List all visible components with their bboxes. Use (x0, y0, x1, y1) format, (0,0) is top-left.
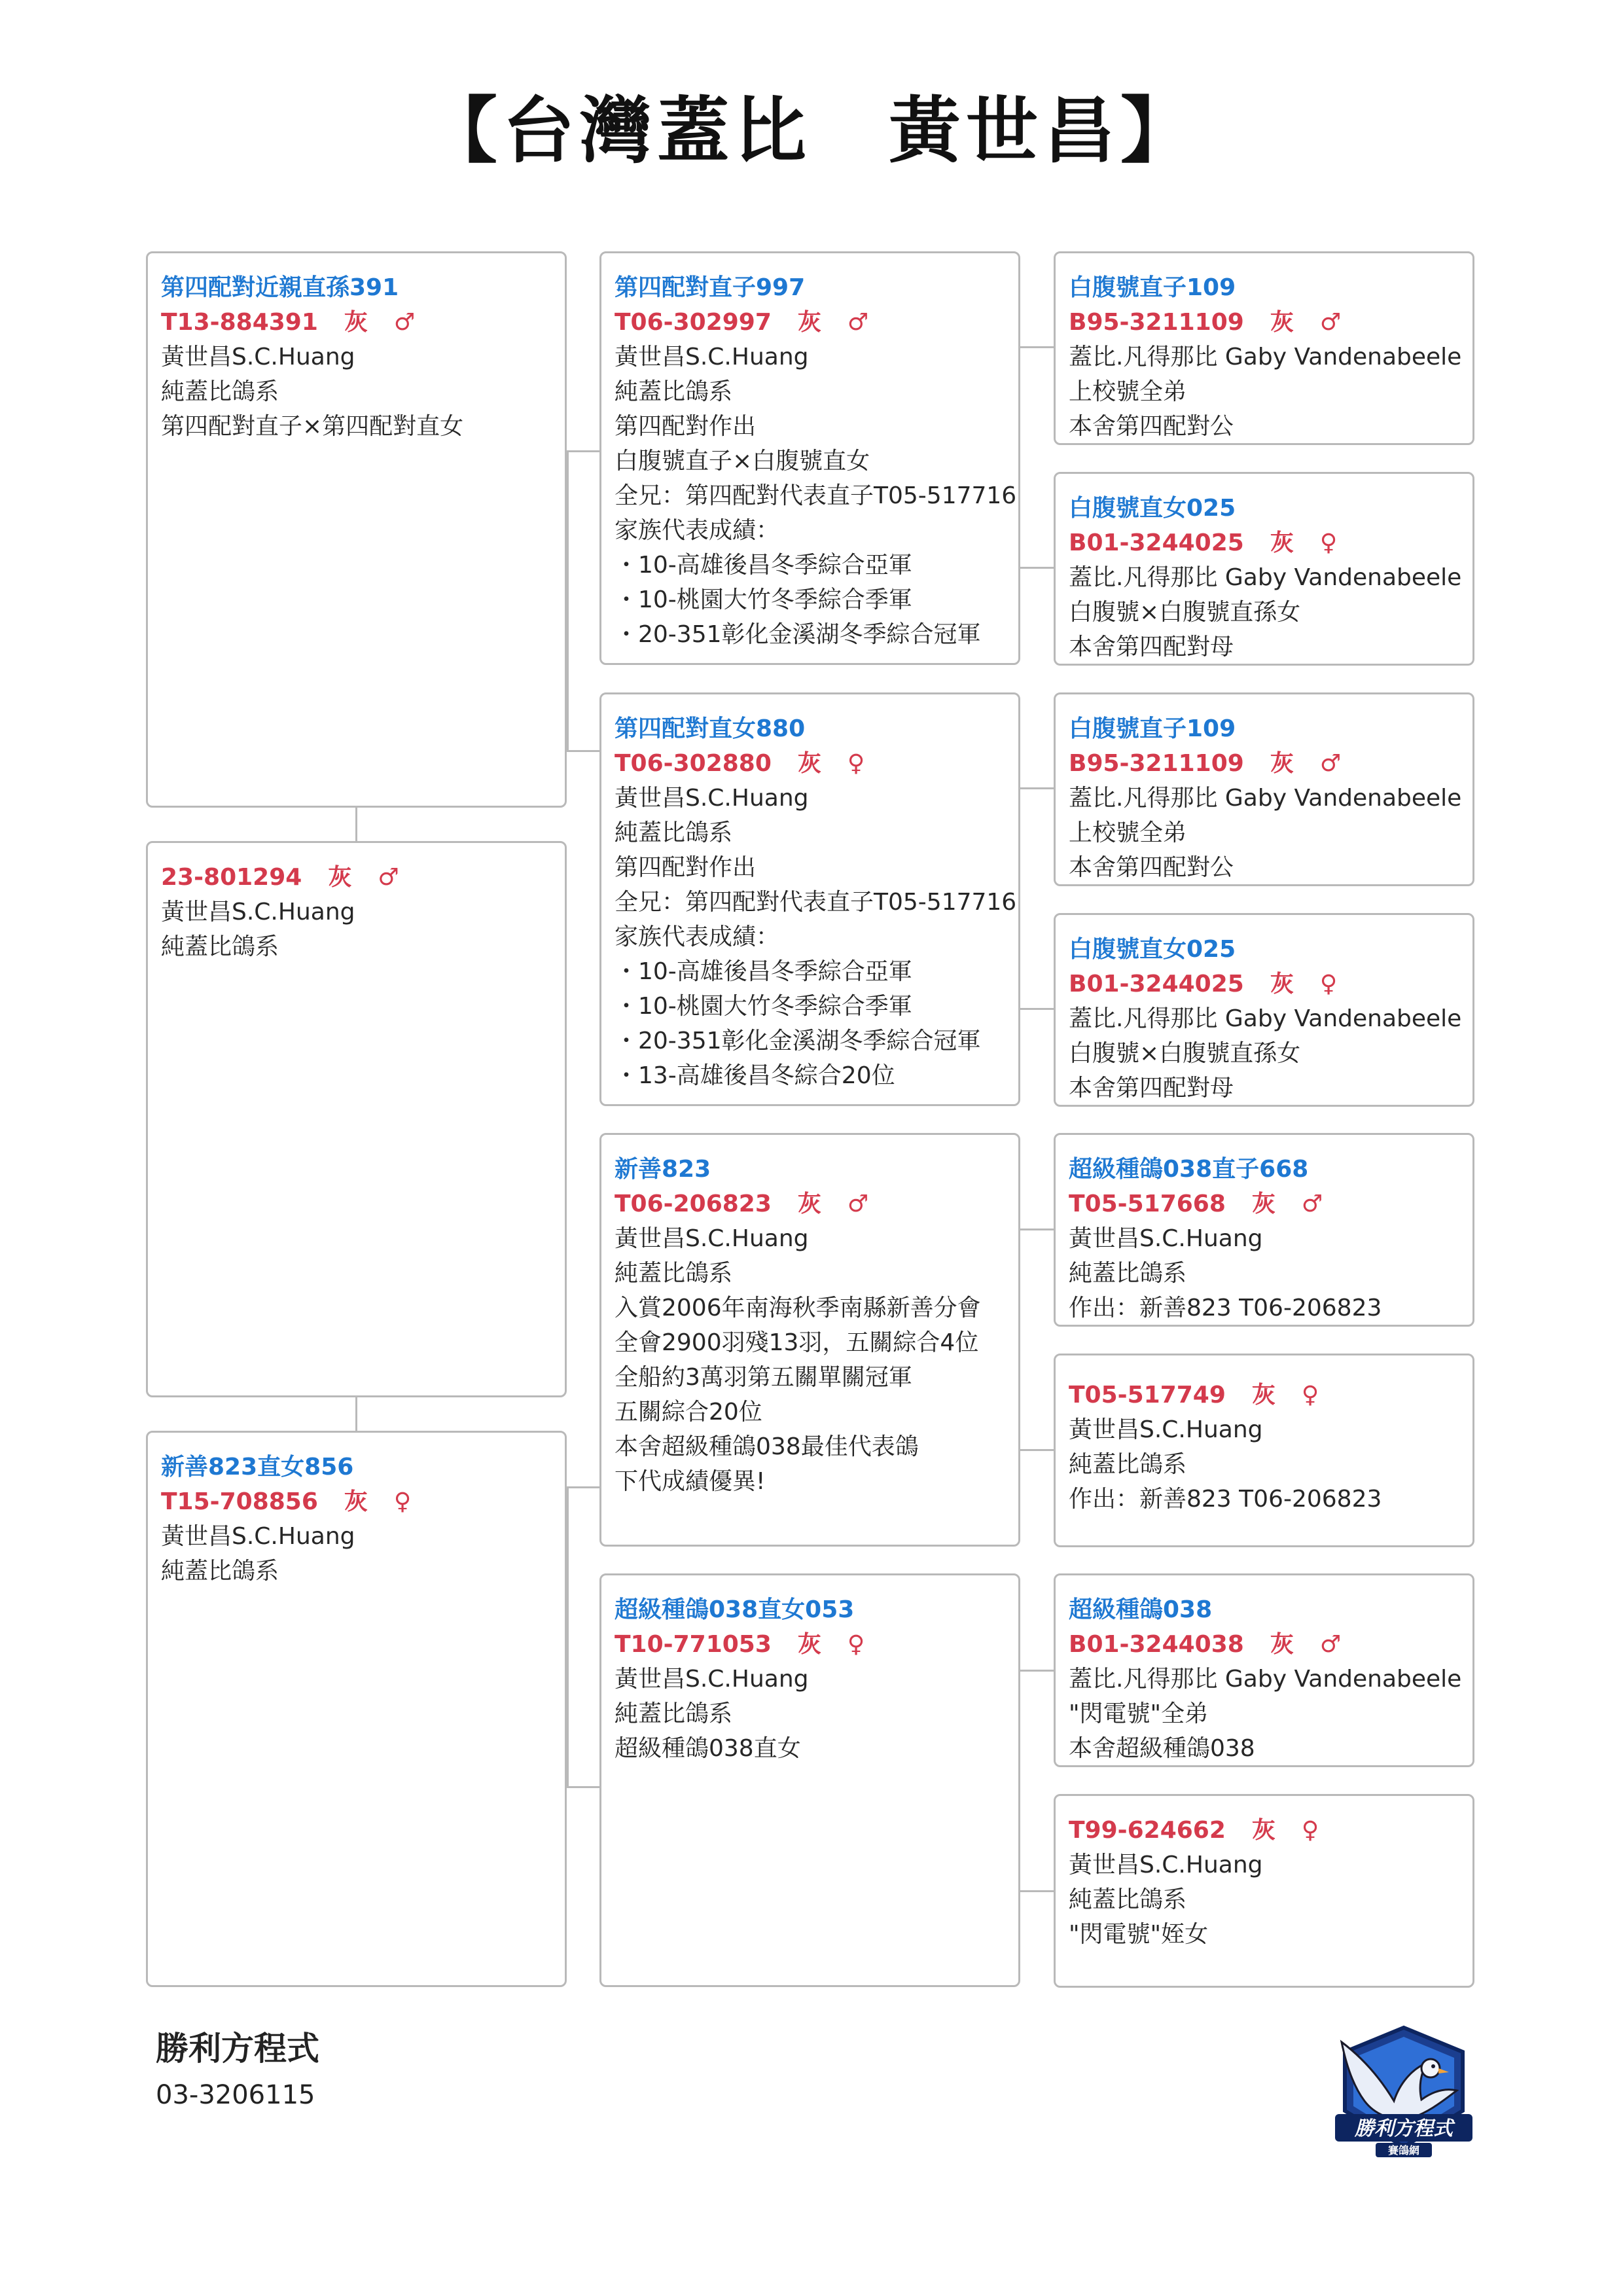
pigeon-card-gen3 (1054, 1354, 1474, 1547)
connector (1020, 1890, 1056, 1892)
info-line: 本舍第四配對公 (1069, 413, 1234, 440)
connector (1020, 787, 1056, 789)
logo-subtext: 賽鴿網 (1387, 2144, 1420, 2157)
feather-color: 灰 (1270, 1631, 1294, 1658)
info-line: 第四配對作出 (615, 413, 757, 440)
pigeon-card-gen2 (599, 692, 1020, 1106)
info-line: 蓋比.凡得那比 Gaby Vandenabeele (1069, 1005, 1462, 1032)
pigeon-name: 第四配對直女880 (615, 715, 806, 742)
ring-number: T15-708856 (161, 1488, 318, 1515)
connector (355, 1397, 357, 1431)
pigeon-name: 新善823 (615, 1156, 711, 1183)
ring-number: T99-624662 (1069, 1817, 1226, 1844)
info-line: 黃世昌S.C.Huang (615, 1225, 809, 1252)
female-icon: ♀ (1319, 529, 1338, 556)
ring-line (161, 860, 552, 895)
ring-line (1069, 305, 1459, 340)
info-line: "閃電號"全弟 (1069, 1700, 1209, 1727)
male-icon: ♂ (1301, 1191, 1323, 1217)
ring-line (615, 305, 1005, 340)
feather-color: 灰 (797, 1191, 821, 1217)
info-line: 白腹號×白腹號直孫女 (1069, 1040, 1301, 1067)
ring-number: B95-3211109 (1069, 309, 1244, 336)
feather-color: 灰 (1251, 1382, 1275, 1408)
ring-line (615, 1187, 1005, 1221)
feather-color: 灰 (344, 1488, 368, 1515)
pigeon-card-gen2 (599, 251, 1020, 665)
ring-number: T05-517668 (1069, 1191, 1226, 1217)
connector (1020, 346, 1056, 348)
info-line: 蓋比.凡得那比 Gaby Vandenabeele (1069, 1666, 1462, 1693)
info-line: 作出：新善823 T06-206823 (1069, 1486, 1382, 1513)
pigeon-name: 白腹號直子109 (1069, 715, 1236, 742)
info-line: 純蓋比鴿系 (161, 378, 279, 405)
connector (1020, 1449, 1056, 1451)
ring-number: 23-801294 (161, 864, 302, 891)
pigeon-card-dam (146, 1431, 567, 1987)
info-line: 本舍第四配對母 (1069, 1075, 1234, 1102)
ring-line (615, 1627, 1005, 1662)
info-line: ・10-高雄後昌冬季綜合亞軍 (615, 552, 912, 579)
pigeon-card-gen3 (1054, 472, 1474, 666)
feather-color: 灰 (797, 750, 821, 777)
male-icon: ♂ (1319, 1631, 1342, 1658)
info-line: 超級種鴿038直女 (615, 1735, 801, 1762)
info-line: 全兄：第四配對代表直子T05-517716 (615, 482, 1017, 509)
info-line: 黃世昌S.C.Huang (1069, 1852, 1263, 1878)
female-icon: ♀ (1319, 971, 1338, 997)
connector (567, 1486, 569, 1787)
connector (567, 1486, 602, 1488)
info-line: 純蓋比鴿系 (615, 1700, 733, 1727)
info-line: 黃世昌S.C.Huang (615, 785, 809, 812)
info-line: 家族代表成績： (615, 924, 780, 950)
ring-number: B95-3211109 (1069, 750, 1244, 777)
info-line: 純蓋比鴿系 (1069, 1260, 1187, 1287)
ring-line (1069, 1187, 1459, 1221)
female-icon: ♀ (393, 1488, 412, 1515)
pigeon-name: 白腹號直女025 (1069, 495, 1236, 522)
feather-color: 灰 (1270, 971, 1294, 997)
ring-line (1069, 1378, 1459, 1412)
phone-number: 03-3206115 (156, 2080, 315, 2110)
info-line: 上校號全弟 (1069, 819, 1187, 846)
female-icon: ♀ (1301, 1817, 1319, 1844)
pigeon-name: 超級種鴿038直子668 (1069, 1156, 1309, 1183)
ring-line (615, 746, 1005, 781)
info-line: 家族代表成績： (615, 517, 780, 544)
female-icon: ♀ (847, 750, 865, 777)
info-line: 本舍超級種鴿038 (1069, 1735, 1255, 1762)
pigeon-card-sire (146, 841, 567, 1397)
ring-line (161, 1484, 552, 1519)
pigeon-name: 第四配對直子997 (615, 274, 806, 301)
pigeon-card-gen2 (599, 1133, 1020, 1547)
info-line: 下代成績優異! (615, 1468, 766, 1495)
female-icon: ♀ (847, 1631, 865, 1658)
pigeon-card-gen1 (146, 251, 567, 808)
info-line: 蓋比.凡得那比 Gaby Vandenabeele (1069, 785, 1462, 812)
info-line: 第四配對直子×第四配對直女 (161, 413, 464, 440)
ring-line (1069, 526, 1459, 560)
info-line: "閃電號"姪女 (1069, 1921, 1209, 1948)
ring-number: T06-302880 (615, 750, 772, 777)
connector (1020, 1008, 1056, 1010)
info-line: 第四配對作出 (615, 854, 757, 881)
info-line: 純蓋比鴿系 (615, 819, 733, 846)
male-icon: ♂ (1319, 750, 1342, 777)
pigeon-name: 新善823直女856 (161, 1454, 354, 1480)
info-line: 白腹號直子×白腹號直女 (615, 448, 870, 475)
male-icon: ♂ (378, 864, 399, 891)
ring-number: B01-3244025 (1069, 971, 1244, 997)
feather-color: 灰 (1251, 1191, 1275, 1217)
male-icon: ♂ (847, 1191, 869, 1217)
info-line: 白腹號×白腹號直孫女 (1069, 599, 1301, 626)
ring-number: T06-206823 (615, 1191, 772, 1217)
pigeon-card-gen3 (1054, 692, 1474, 886)
pigeon-card-gen3 (1054, 251, 1474, 445)
pigeon-card-gen3 (1054, 1573, 1474, 1767)
connector (567, 750, 602, 752)
info-line: 黃世昌S.C.Huang (1069, 1225, 1263, 1252)
info-line: 本舍超級種鴿038最佳代表鴿 (615, 1433, 919, 1460)
connector (567, 450, 602, 452)
info-line: 作出：新善823 T06-206823 (1069, 1295, 1382, 1321)
info-line: ・10-高雄後昌冬季綜合亞軍 (615, 958, 912, 985)
ring-number: B01-3244025 (1069, 529, 1244, 556)
ring-number: T05-517749 (1069, 1382, 1226, 1408)
male-icon: ♂ (847, 309, 869, 336)
ring-line (1069, 746, 1459, 781)
feather-color: 灰 (797, 1631, 821, 1658)
info-line: 純蓋比鴿系 (1069, 1451, 1187, 1478)
connector (1020, 1229, 1056, 1230)
male-icon: ♂ (1319, 309, 1342, 336)
info-line: 黃世昌S.C.Huang (1069, 1416, 1263, 1443)
info-line: 黃世昌S.C.Huang (161, 344, 355, 370)
page-title: 【台灣蓋比 黃世昌】 (425, 88, 1198, 173)
info-line: ・10-桃園大竹冬季綜合季軍 (615, 993, 912, 1020)
info-line: ・13-高雄後昌冬綜合20位 (615, 1062, 895, 1089)
info-line: 上校號全弟 (1069, 378, 1187, 405)
pigeon-name: 白腹號直女025 (1069, 936, 1236, 963)
feather-color: 灰 (1270, 309, 1294, 336)
info-line: ・20-351彰化金溪湖冬季綜合冠軍 (615, 1028, 981, 1054)
pigeon-card-gen3 (1054, 913, 1474, 1107)
info-line: 入賞2006年南海秋季南縣新善分會 (615, 1295, 981, 1321)
info-line: 純蓋比鴿系 (161, 933, 279, 960)
feather-color: 灰 (328, 864, 352, 891)
ring-number: B01-3244038 (1069, 1631, 1244, 1658)
logo-text: 勝利方程式 (1355, 2117, 1453, 2140)
info-line: 本舍第四配對母 (1069, 634, 1234, 660)
info-line: 黃世昌S.C.Huang (615, 1666, 809, 1693)
company-name: 勝利方程式 (156, 2030, 319, 2068)
info-line: 純蓋比鴿系 (1069, 1886, 1187, 1913)
connector (1020, 1670, 1056, 1672)
info-line: 黃世昌S.C.Huang (615, 344, 809, 370)
connector (1020, 567, 1056, 569)
connector (355, 807, 357, 841)
pigeon-card-gen3 (1054, 1133, 1474, 1327)
info-line: 全船約3萬羽第五關單關冠軍 (615, 1364, 912, 1391)
info-line: 全兄：第四配對代表直子T05-517716 (615, 889, 1017, 916)
ring-line (1069, 967, 1459, 1001)
info-line: 黃世昌S.C.Huang (161, 1523, 355, 1550)
feather-color: 灰 (344, 309, 368, 336)
pigeon-card-gen2 (599, 1573, 1020, 1987)
info-line: 全會2900羽殘13羽，五關綜合4位 (615, 1329, 979, 1356)
info-line: 純蓋比鴿系 (161, 1558, 279, 1585)
ring-line (1069, 1813, 1459, 1848)
feather-color: 灰 (1251, 1817, 1275, 1844)
pigeon-logo-icon (1329, 2022, 1479, 2160)
ring-number: T10-771053 (615, 1631, 772, 1658)
info-line: 蓋比.凡得那比 Gaby Vandenabeele (1069, 564, 1462, 591)
info-line: 五關綜合20位 (615, 1399, 762, 1426)
ring-line (1069, 1627, 1459, 1662)
info-line: 本舍第四配對公 (1069, 854, 1234, 881)
info-line: 蓋比.凡得那比 Gaby Vandenabeele (1069, 344, 1462, 370)
male-icon: ♂ (393, 309, 416, 336)
ring-number: T06-302997 (615, 309, 772, 336)
female-icon: ♀ (1301, 1382, 1319, 1408)
feather-color: 灰 (1270, 750, 1294, 777)
pigeon-card-gen3 (1054, 1794, 1474, 1988)
info-line: ・20-351彰化金溪湖冬季綜合冠軍 (615, 621, 981, 648)
pigeon-name: 超級種鴿038直女053 (615, 1596, 855, 1623)
feather-color: 灰 (797, 309, 821, 336)
info-line: 純蓋比鴿系 (615, 1260, 733, 1287)
ring-number: T13-884391 (161, 309, 318, 336)
info-line: 黃世昌S.C.Huang (161, 899, 355, 925)
feather-color: 灰 (1270, 529, 1294, 556)
connector (567, 450, 569, 751)
info-line: 純蓋比鴿系 (615, 378, 733, 405)
pigeon-name: 第四配對近親直孫391 (161, 274, 399, 301)
connector (567, 1786, 602, 1788)
pigeon-name: 白腹號直子109 (1069, 274, 1236, 301)
info-line: ・10-桃園大竹冬季綜合季軍 (615, 586, 912, 613)
ring-line (161, 305, 552, 340)
pigeon-name: 超級種鴿038 (1069, 1596, 1213, 1623)
